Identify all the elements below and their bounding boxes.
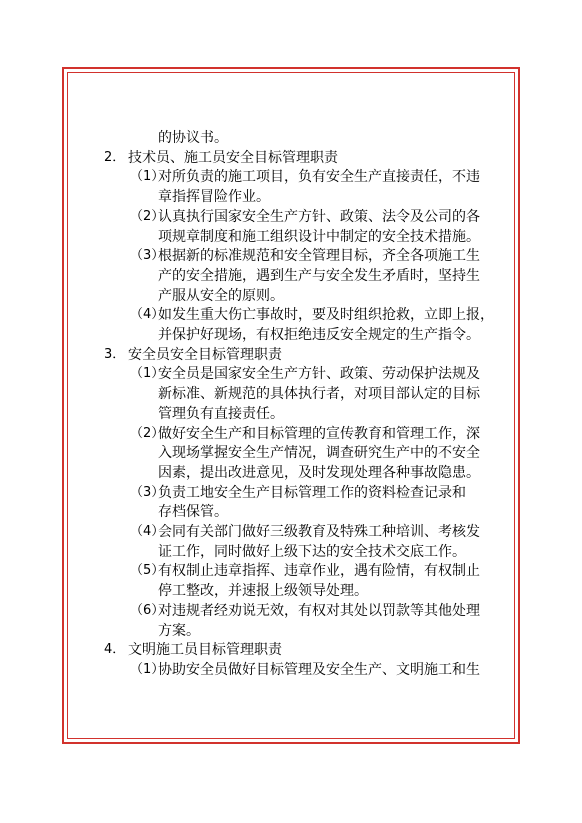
section-number: 2． [104,149,126,165]
item-number: （6） [130,602,165,618]
text-line: 对违规者经劝说无效，有权对其处以罚款等其他处理 [158,602,480,619]
text-line: 如发生重大伤亡事故时，要及时组织抢救，立即上报， [158,307,494,324]
text-line: 对所负责的施工项目，负有安全生产直接责任，不违 [158,169,480,186]
text-line: 会同有关部门做好三级教育及特殊工种培训、考核发 [158,524,480,540]
item-number: （1） [130,366,165,382]
text-line: 证工作，同时做好上级下达的安全技术交底工作。 [158,543,466,560]
section-heading: 技术员、施工员安全目标管理职责 [128,149,338,166]
item-number: （4） [130,307,165,323]
text-line: 的协议书。 [158,130,228,146]
text-line: 有权制止违章指挥、违章作业，遇有险情，有权制止 [158,563,480,580]
text-line: 安全员是国家安全生产方针、政策、劳动保护法规及 [158,366,480,383]
item-number: （2） [130,208,165,224]
item-number: （3） [130,484,165,500]
item-number: （1） [130,661,165,677]
text-line: 项规章制度和施工组织设计中制定的安全技术措施。 [158,228,480,245]
text-line: 协助安全员做好目标管理及安全生产、文明施工和生 [158,661,480,678]
text-line: 因素，提出改进意见，及时发现处理各种事故隐患。 [158,464,480,481]
section-heading: 安全员安全目标管理职责 [128,346,282,363]
text-line: 管理负有直接责任。 [158,405,284,422]
text-line: 章指挥冒险作业。 [158,189,270,206]
text-line: 存档保管。 [158,504,228,521]
text-line: 并保护好现场，有权拒绝违反安全规定的生产指令。 [158,327,480,343]
item-number: （5） [130,563,165,579]
text-line: 负责工地安全生产目标管理工作的资料检查记录和 [158,484,466,501]
section-heading: 文明施工员目标管理职责 [128,642,282,659]
text-line: 产服从安全的原则。 [158,287,284,304]
item-number: （3） [130,248,165,264]
text-line: 方案。 [158,622,200,639]
item-number: （2） [130,425,165,441]
text-line: 入现场掌握安全生产情况，调查研究生产中的不安全 [158,445,480,462]
item-number: （4） [130,524,165,539]
text-line: 做好安全生产和目标管理的宣传教育和管理工作，深 [158,425,480,442]
text-line: 停工整改，并速报上级领导处理。 [158,583,368,600]
section-number: 4． [104,642,126,658]
text-line: 认真执行国家安全生产方针、政策、法令及公司的各 [158,208,480,225]
text-line: 产的安全措施，遇到生产与安全发生矛盾时，坚持生 [158,267,480,284]
text-line: 根据新的标准规范和安全管理目标，齐全各项施工生 [158,248,480,265]
text-line: 新标准、新规范的具体执行者，对项目部认定的目标 [158,386,480,403]
section-number: 3． [104,346,126,362]
item-number: （1） [130,169,165,185]
